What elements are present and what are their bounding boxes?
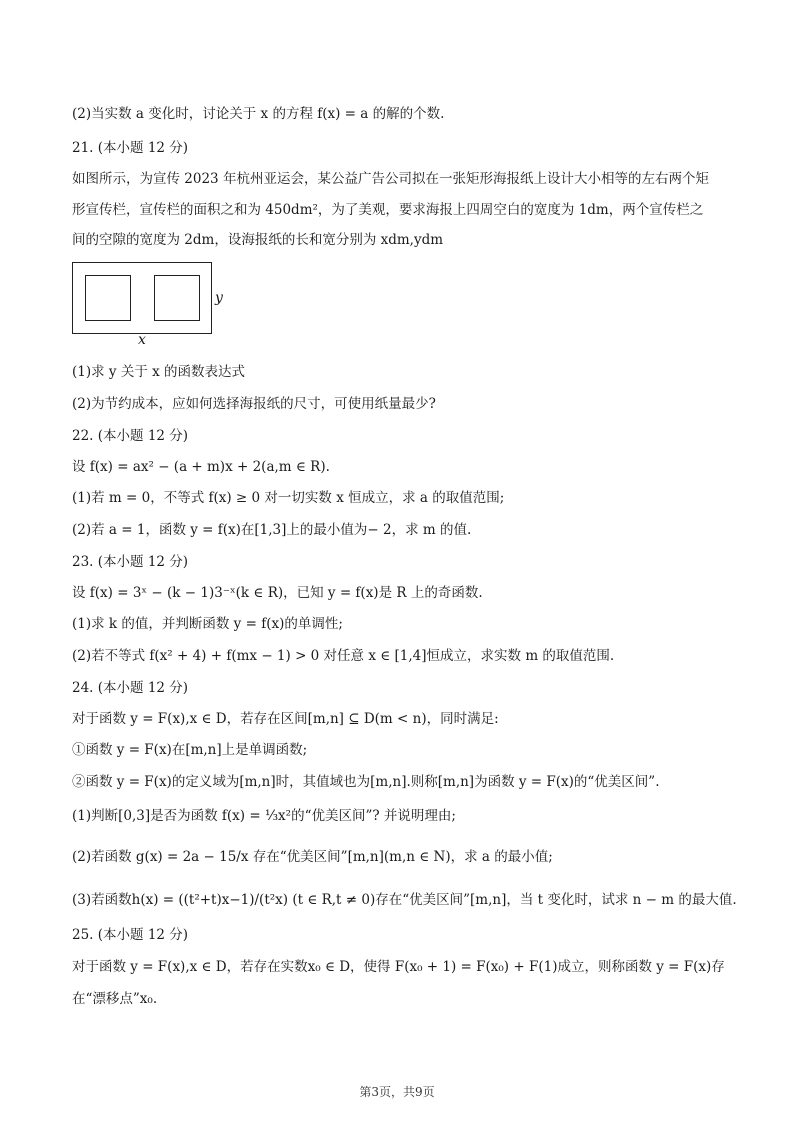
q21-part2: (2)为节约成本，应如何选择海报纸的尺寸，可使用纸量最少? [72,396,436,412]
q24-part1: (1)判断[0,3]是否为函数 f(x) = ⅓x²的“优美区间”? 并说明理由; [72,808,456,824]
q22-part2: (2)若 a = 1，函数 y = f(x)在[1,3]上的最小值为− 2，求 m 的值. [72,522,472,538]
left-panel [85,275,131,321]
page-footer: 第3页，共9页 [359,1085,435,1099]
q22-part1: (1)若 m = 0，不等式 f(x) ≥ 0 对一切实数 x 恒成立，求 a 的取值范围; [72,490,505,506]
q25-text-2: 在“漂移点”x₀. [72,991,158,1007]
q24-cond1: ①函数 y = F(x)在[m,n]上是单调函数; [72,742,308,758]
x-label: x [138,332,146,348]
q21-text-3: 间的空隙的宽度为 2dm，设海报纸的长和宽分别为 xdm,ydm [72,232,444,248]
q22-heading: 22. (本小题 12 分) [72,428,189,444]
q20-part2: (2)当实数 a 变化时，讨论关于 x 的方程 f(x) = a 的解的个数. [72,106,445,122]
q22-text: 设 f(x) = ax² − (a + m)x + 2(a,m ∈ R). [72,459,330,475]
q21-text-1: 如图所示，为宣传 2023 年杭州亚运会，某公益广告公司拟在一张矩形海报纸上设计大小相等的左右两个矩 [72,171,709,187]
q23-part2: (2)若不等式 f(x² + 4) + f(mx − 1) > 0 对任意 x ∈ [1,4]恒成立，求实数 m 的取值范围. [72,648,615,664]
q24-part3: (3)若函数h(x) = ((t²+t)x−1)/(t²x) (t ∈ R,t ≠ 0)存在“优美区间”[m,n]，当 t 变化时，试求 n − m 的最大值. [72,892,737,908]
right-panel [154,275,200,321]
q23-part1: (1)求 k 的值，并判断函数 y = f(x)的单调性; [72,616,343,632]
q24-part2: (2)若函数 g(x) = 2a − 15/x 存在“优美区间”[m,n](m,n ∈ N)，求 a 的最小值; [72,849,553,865]
q23-heading: 23. (本小题 12 分) [72,554,189,570]
q24-cond2: ②函数 y = F(x)的定义域为[m,n]时，其值域也为[m,n].则称[m,n]为函数 y = F(x)的“优美区间”. [72,774,660,790]
q24-heading: 24. (本小题 12 分) [72,680,189,696]
q21-part1: (1)求 y 关于 x 的函数表达式 [72,364,246,380]
poster-diagram [72,262,212,334]
q21-heading: 21. (本小题 12 分) [72,140,189,156]
q24-text: 对于函数 y = F(x),x ∈ D，若存在区间[m,n] ⊆ D(m < n)，同时满足: [72,711,499,727]
y-label: y [215,290,223,306]
q21-text-2: 形宣传栏，宣传栏的面积之和为 450dm²，为了美观，要求海报上四周空白的宽度为 1dm，两个宣传栏之 [72,202,704,218]
q25-text-1: 对于函数 y = F(x),x ∈ D，若存在实数x₀ ∈ D，使得 F(x₀ + 1) = F(x₀) + F(1)成立，则称函数 y = F(x)存 [72,959,725,975]
q23-text: 设 f(x) = 3ˣ − (k − 1)3⁻ˣ(k ∈ R)，已知 y = f(x)是 R 上的奇函数. [72,585,483,601]
q25-heading: 25. (本小题 12 分) [72,927,189,943]
